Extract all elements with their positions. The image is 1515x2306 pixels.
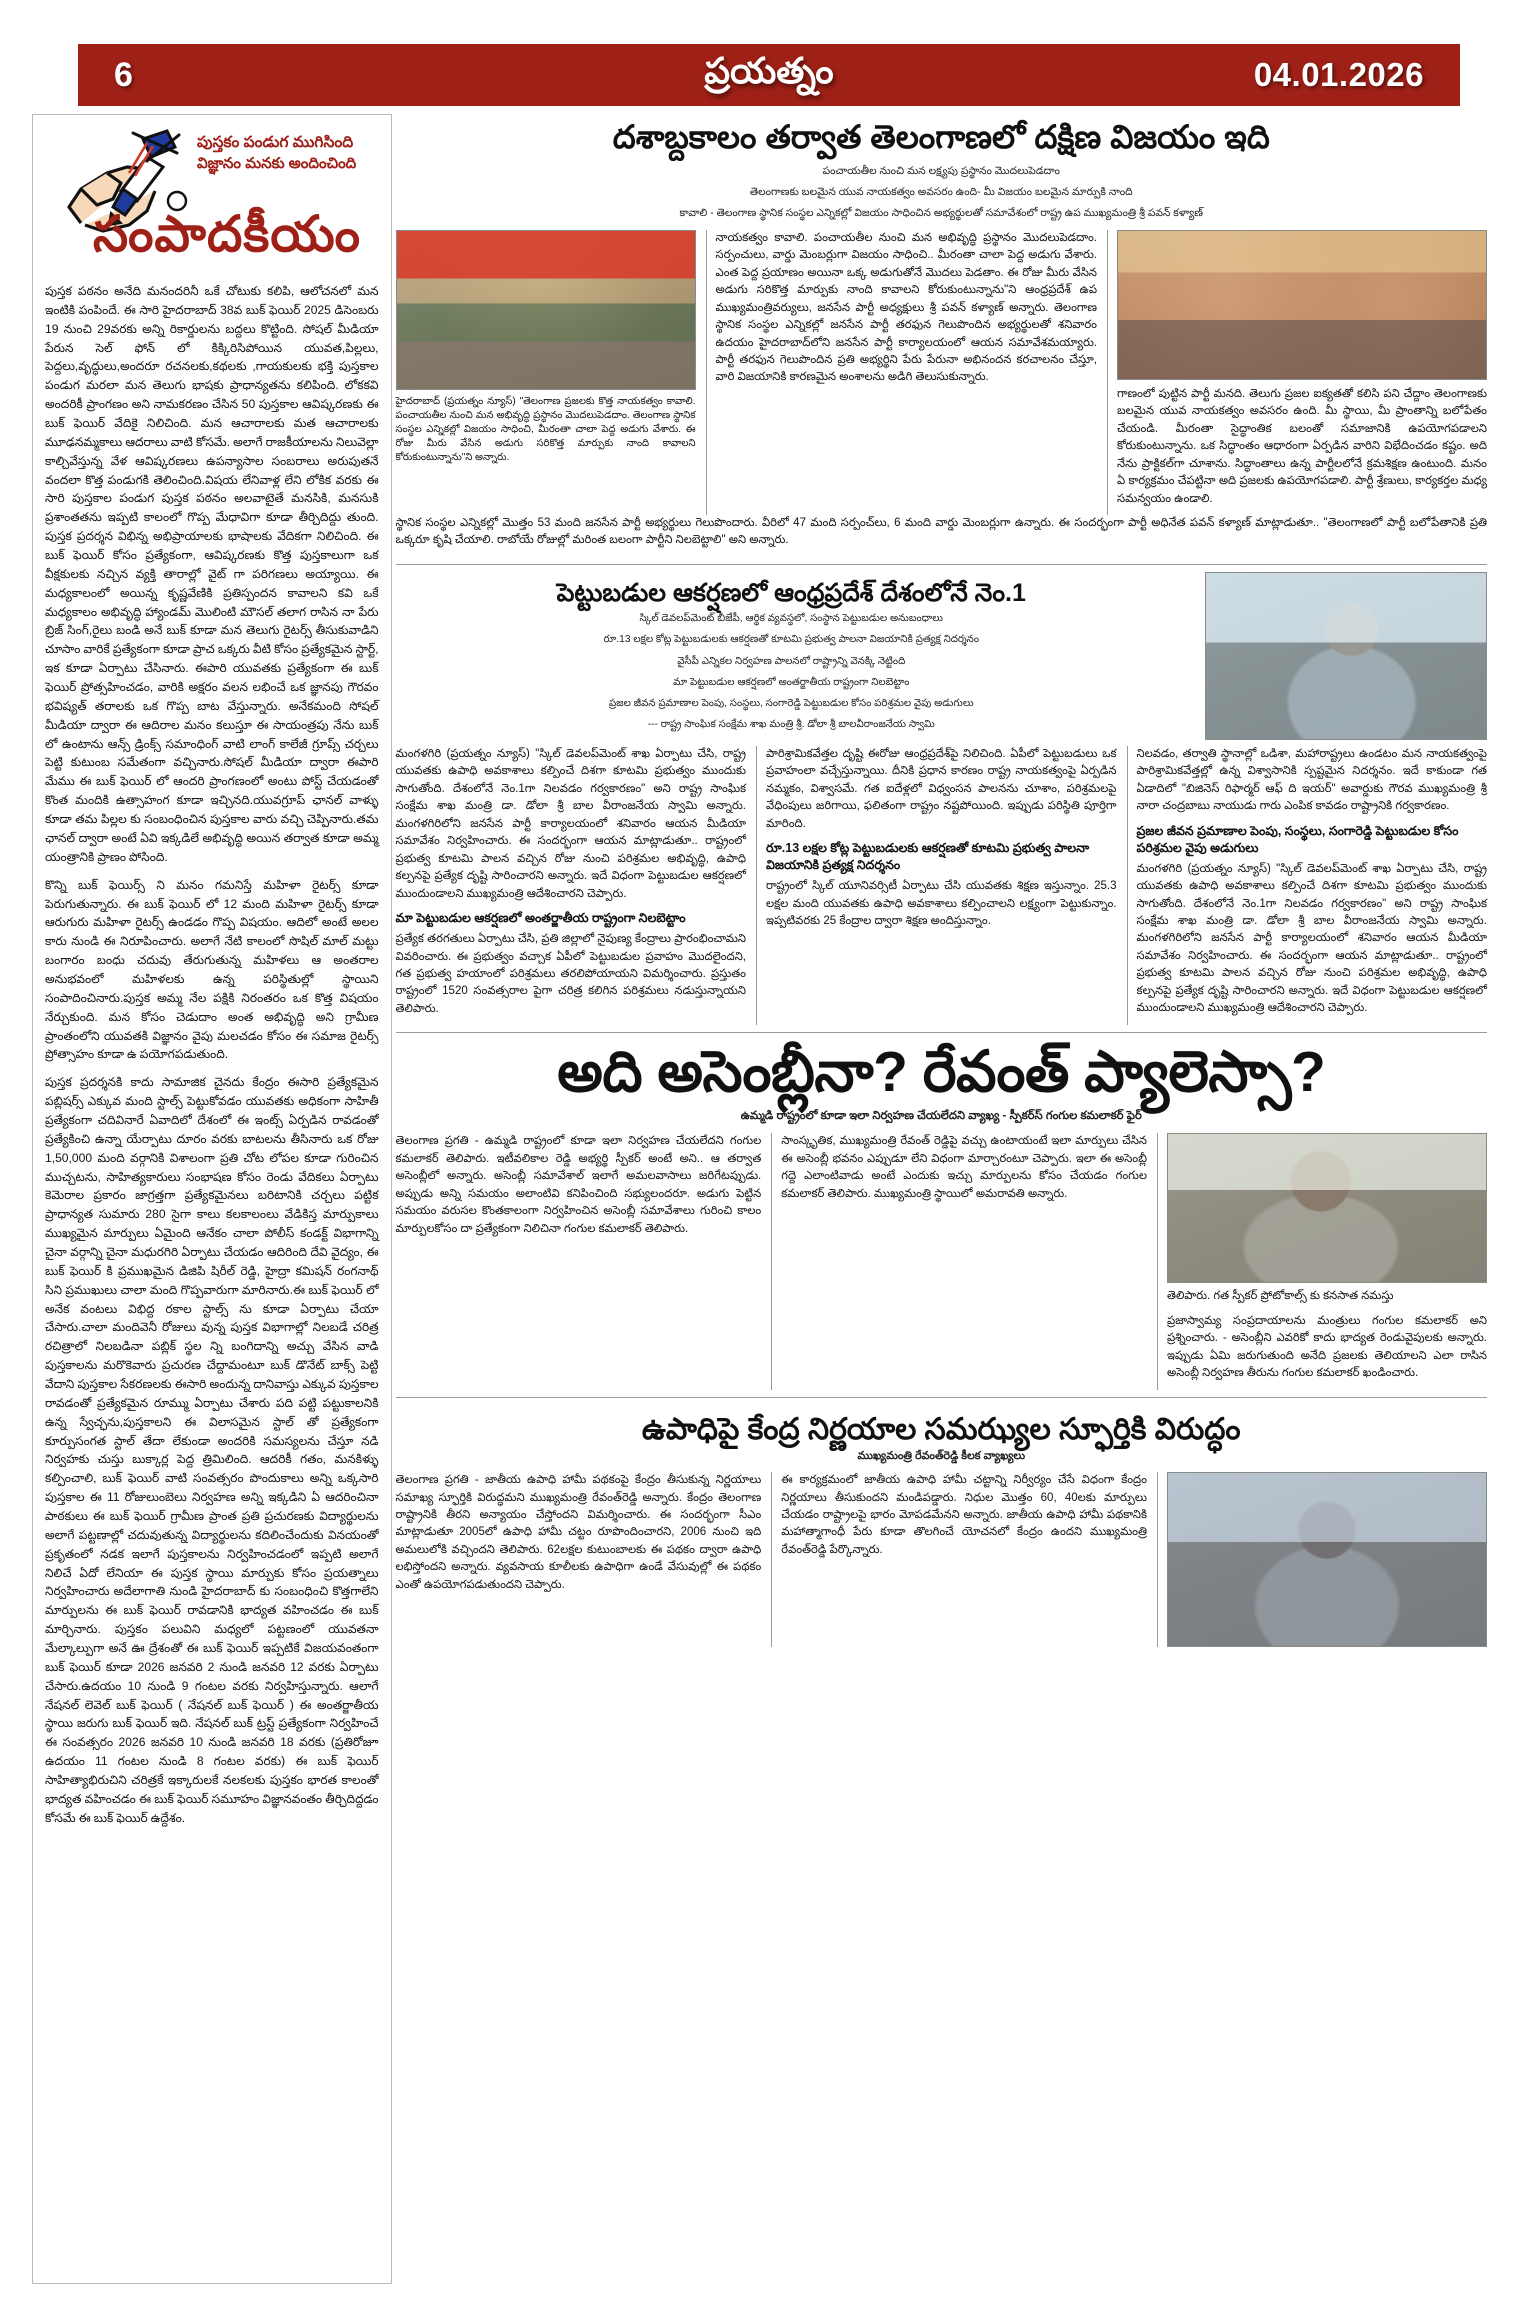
story-investments	[396, 572, 1487, 1025]
editorial-tagline-line2: విజ్ఞానం మనకు అందించింది	[197, 155, 357, 173]
story2-headline: పెట్టుబడుల ఆకర్షణలో ఆంధ్రప్రదేశ్ దేశంలోనే నెం.1	[556, 578, 1026, 607]
page-number: 6	[114, 55, 134, 94]
editorial-section-title: సంపాదకీయం	[92, 206, 362, 262]
story4-col-2	[771, 1472, 1147, 1647]
editorial-column	[32, 114, 392, 2284]
story3-photo-caption: తెలిపారు. గత స్పీకర్ ప్రోటోకాల్స్ కు కనసాత నమస్తు	[1167, 1290, 1394, 1303]
lead-subhead-1: పంచాయతీల నుంచి మన లక్ష్యపు ప్రస్థానం మొదలుపెడదాం	[822, 164, 1060, 177]
story3-body: తెలంగాణ ప్రగతి - ఉమ్మడి రాష్ట్రంలో కూడా ఇలా నిర్వహణ చేయలేదని గంగుల కమలాకర్ తెలిపారు. ఇటీవలికాల రెడ్డి అభ్యర్థి స్పీకర్ అంటే అని.. ఆ తర్వాత అసెంబ్లీలో అన్నారు. అసెంబ్లీ సమావేశాల్ ఇలాగే అమలవాసాలు జరిగేటప్పుడు. అప్పుడు అన్ని సమయం అలాంటివి కనిపించింది సభ్యులందరూ. అడుగు పెట్టిన సమయం వరుసల కొంతకాలంగా నిర్వహించిన అసెంబ్లీ సమావేశాలు గురించి కాలం మార్పులకోసం దా ప్రత్యేకంగా నిలిచినా గంగుల కమలాకర్ తెలిపారు.	[395, 1135, 762, 1235]
revanth-reddy-portrait	[1167, 1472, 1487, 1647]
story2-inset-head-3: ప్రజల జీవన ప్రమాణాల పెంపు, సంస్థలు, సంగారెడ్డి పెట్టుబడుల కోసం పరిశ్రమల వైపు అడుగులు	[1136, 823, 1459, 855]
story3-body: ప్రజాస్వామ్య సంప్రదాయాలను మంత్రులు గంగుల కమలాకర్ అని ప్రశ్నించారు. - అసెంబ్లీని ఎవరికో కాదు భాద్యత రెండువైపులకు అన్నారు. ఇప్పుడు ఏమి జరుగుతుంది అనేది ప్రజలకు తెలియాలని ఎలా రాసిన అసెంబ్లీ నిర్వహణ తీరును గంగుల కమలాకర్ ఖండించారు.	[1167, 1314, 1487, 1380]
divider	[396, 1397, 1487, 1398]
lead-subhead-2: తెలంగాణకు బలమైన యువ నాయకత్వం అవసరం ఉంది- మీ విజయం బలమైన మార్పుకి నాంది	[749, 186, 1133, 198]
story2-col-1	[396, 746, 746, 1025]
lead-body-col2: నాయకత్వం కావాలి. పంచాయతీల నుంచి మన అభివృద్ధి ప్రస్థానం మొదలుపెడదాం. సర్పంచులు, వార్డు మెంబర్లుగా విజయం సాధించి.. మీరంతా చాలా పెద్ద అడుగు వేశారు. ఎంత పెద్ద ప్రయాణం అయినా ఒక్క అడుగుతోనే మొదలు పెడతాం. ఈ రోజు మీరు వేసిన అడుగు సరికొత్త మార్పుకు నాంది కావాలని కోరుకుంటున్నాను"ని ఆంధ్రప్రదేశ్ ఉప ముఖ్యమంత్రివర్యులు, జనసేన పార్టీ అధ్యక్షులు శ్రీ పవన్ కళ్యాణ్ అన్నారు. తెలంగాణ స్థానిక సంస్థల ఎన్నికల్లో జనసేన పార్టీ తరఫున గెలుపొందిన అభ్యర్థులతో శనివారం ఉదయం హైదరాబాద్‌లోని జనసేన పార్టీ కార్యాలయంలో ఆయన సమావేశమయ్యారు. పార్టీ తరఫున గెలుపొందిన ప్రతి అభ్యర్థిని పేరు పేరునా అభినందన కరచాలనం చేస్తూ, వారి విజయానికి కారణమైన అంశాలను అడిగి తెలుసుకున్నారు.	[715, 231, 1097, 384]
editorial-paragraph: పుస్తక పఠనం అనేది మనందరినీ ఒకే చోటుకు కలిపి, ఆలోచనలో మన ఇంటికి పంపిందే. ఈ సారి హైదరాబాద్ 38వ బుక్ ఫెయిర్ 2025 డిసెంబరు 19 నుంచి 29వరకు అన్ని రికార్డులను బద్దలు కొట్టింది. సోషల్ మీడియా పేరున సెల్ ఫోన్ లో కిక్కిరిసిపోయిన యువత,పిల్లలు, పెద్దలు,వృద్ధులు,అందరూ రచనలకు,కథలకు ,గాయకులకు భక్తి పుస్తకాల పండుగ మరలా మన తెలుగు భాషకు ప్రాధాన్యతను కలిపింది. లోకకవి అందరికీ ప్రాంగణం అని నామకరణం చేసిన 50 పుస్తకాల ఆవిష్కరణకు ఈ బుక్ ఫెయిర్ వేదికై నిలిచింది. మన ఆచారాలకు మత ఆచారాలకు మూఢనమ్మకాలు ఆదరాలు వాటి కోసమే. అలాగే రాజకీయాలను నిలువెల్లా కాల్చివేస్తున్న వేళ ఆవిష్కరణలు ఉపన్యాసాల సంబరాలు అరుపుతనే వందలా కొత్త పండుగకి తెలించింది.విషయ లేనివాళ్ల లేని లోకిక వరకు ఈ సారి పుస్తకాల పండుగ పుస్తక పఠనం అలవాటైతే మనసికి, మనసుకి ప్రశాంతతను ఇప్పటి కాలంలో గొప్ప మేధావిగా కూడా తీర్చిదిద్దు తుంది. పుస్తక ప్రదర్శన విభిన్న అభిప్రాయాలకు భాషాలకు వేదికగా నిలిచింది. ఈ బుక్ ఫెయిర్ కోసం ప్రత్యేకంగా, ఆవిష్కరణకు కొత్త పుస్తకాలుగా ఒక వీక్షకులకు నచ్చిన వ్యక్తి తారాల్లో వైట్ గా పరిగణలు అయ్యాయి. ఈ మధ్యకాలంలో అయిన్న కృష్ణవేణికి ప్రతిస్పందన కావాలని కవి ఒకే మధ్యకాలం అభివృద్ధి హ్యాండమ్ మొలింటి మౌసల్ తలాగ రాసిన నా పేరు బ్రిజ్ సింగ్,రైలు బండి అనే బుక్ కూడా మన తెలుగు రైటర్స్ తీసుకువాడిని చూసాం వారికే ప్రత్యేకంగా కూడా ప్రాచ ఒక్కరు వీటి కోసం ప్రత్యేకమైన స్టార్ట్, ఇక కూడా ఏర్పాటు చేసినారు. ఈపారి యువతకు ప్రత్యేకంగా ఈ బుక్ ఫెయిర్ ప్రోత్సహించడం, వారికి అక్షరం వలన లభించే ఒక జ్ఞానపు గౌరవం భవిష్యత్ తరాలకు ఒక గొప్ప బాట వేస్తున్నారు. అనేకమంది సోషల్ మీడియా ద్వారా ఈ ఆదిరాల మనం కలుస్తూ ఈ సాయంత్రపు నేను బుక్ లో ఉంటాను ఆన్స్ డ్రింక్స్ సమాంధింగ్ వాటి లాంగ్ కాలేజీ గ్రూప్స్ చర్చలు పెట్టి కుటుంబ సమేతంగా వచ్చినారు.సోషల్ మీడియా ద్వారా ఈపారి మేము ఈ బుక్ ఫెయిర్ లో ఆందరి ప్రాంగణంలో అంటు పోస్ట్ చేయడంతో కొంత మందికి ఉత్సాహంగ కూడా ఇచ్చినది.యువగ్రూప్ ఛానల్ వాళ్ళు కూడా తమ పిల్లల కు సంబంధించిన పుస్తకాల వారు వచ్చి చెప్పినారు.తమ ఛానల్ ద్వారా అంటే ఏవి ఇక్కడిలే అభివృద్ధి అయిన తర్వాత కూడా అమ్మ యంత్రానికి ప్రాణం పోసింది.	[45, 284, 379, 864]
gangula-kamalakar-portrait	[1167, 1133, 1487, 1283]
rally-stage-photo	[396, 230, 696, 390]
story2-body: ప్రత్యేక తరగతులు ఏర్పాటు చేసి, ప్రతి జిల్లాలో నైపుణ్య కేంద్రాలు ప్రారంభించామని వివరించారు. ఈ ప్రభుత్వం వచ్చాక ఏపీలో పెట్టుబడుల ప్రవాహం మొదలైందని, గత ప్రభుత్వ హయాంలో పరిశ్రమలు తరలిపోయాయని విమర్శించారు. ప్రస్తుతం రాష్ట్రంలో 1520 సంవత్సరాల పైగా చరిత్ర కలిగిన పరిశ్రమలు నడుస్తున్నాయని తెలిపారు.	[395, 933, 747, 1015]
lead-body-col4: స్థానిక సంస్థల ఎన్నికల్లో మొత్తం 53 మంది జనసేన పార్టీ అభ్యర్థులు గెలుపొందారు. వీరిలో 47 మంది సర్పంచ్‌లు, 6 మంది వార్డు మెంబర్లుగా ఉన్నారు. ఈ సందర్భంగా పార్టీ అధినేత పవన్ కళ్యాణ్ మాట్లాడుతూ.. "తెలంగాణలో పార్టీ బలోపేతానికి ప్రతి ఒక్కరూ కృషి చేయాలి. రాబోయే రోజుల్లో మరింత బలంగా పార్టీని నిలబెట్టాలి" అని అన్నారు.	[395, 517, 1487, 547]
story2-body: మంగళగిరి (ప్రయత్నం న్యూస్) "స్కిల్ డెవలప్‌మెంట్ శాఖ ఏర్పాటు చేసి, రాష్ట్ర యువతకు ఉపాధి అవకాశాలు కల్పించే దిశగా కూటమి ప్రభుత్వం ముందుకు సాగుతోంది. దేశంలోనే నెం.1గా నిలవడం గర్వకారణం" అని రాష్ట్ర సాంఘిక సంక్షేమ శాఖ మంత్రి డా. డోలా శ్రీ బాల వీరాంజనేయ స్వామి అన్నారు. మంగళగిరిలోని జనసేన పార్టీ కార్యాలయంలో శనివారం ఆయన మీడియా సమావేశం నిర్వహించారు. ఈ సందర్భంగా ఆయన మాట్లాడుతూ.. రాష్ట్రంలో ప్రభుత్వ కూటమి పాలన వచ్చిన రోజు నుంచి పరిశ్రమల అభివృద్ధి, ఉపాధి కల్పనపై ప్రత్యేక దృష్టి సారించారని అన్నారు. ఇదే విధంగా పెట్టుబడుల ఆకర్షణలో ముందుండాలని ముఖ్యమంత్రి ఆదేశించారని చెప్పారు.	[395, 747, 747, 900]
story4-col-3	[1157, 1472, 1487, 1647]
editorial-body	[45, 282, 379, 1828]
editorial-paragraph: కొన్ని బుక్ ఫెయిర్స్ ని మనం గమనిస్తే మహిళా రైటర్స్ కూడా పెరుగుతున్నారు. ఈ బుక్ ఫెయిర్ లో 12 మంది మహిళా రైటర్స్ కూడా ఆరుగురు మహిళా రైటర్స్ ఉండడం గొప్ప విషయం. ఆదిలో అంటే అలల కారు నుండి ఈ నిరూపించారు. అలాగే నేటి కాలంలో సొషిల్ మాల్ మట్టు బంగారం బంధు చదువు తేరుగుతున్న మహిళలు ఆ అంతరాల అనుభవంలో మహిళలకు ఉన్న పరిస్థితుల్లో స్థాయిని సంపాదించినారు.పుస్తక అమ్మ నేల పక్షికి నిరంతరం ఒక కొత్త విషయం నేర్చుకుంది. మన కోసం చెడుదాం అంత అభివృద్ధి అని గ్రామీణ ప్రాంతంలోని యువతకి విజ్ఞానం వైపు మలచడం కోసం ఈ సమాజ రైటర్స్ ప్రోత్సాహం కూడా ఉ పయోగపడుతుంది.	[45, 877, 379, 1062]
divider	[396, 564, 1487, 565]
story4-col-1	[396, 1472, 762, 1647]
lead-photo-caption: హైదరాబాద్ (ప్రయత్నం న్యూస్) "తెలంగాణ ప్రజలకు కొత్త నాయకత్వం కావాలి. పంచాయతీల నుంచి మన అభివృద్ధి ప్రస్థానం మొదలుపెడదాం. తెలంగాణ స్థానిక సంస్థల ఎన్నికల్లో విజయం సాధించి, మీరంతా చాలా పెద్ద అడుగు వేశారు. ఈ రోజు మీరు వేసిన అడుగు సరికొత్త మార్పుకు నాంది కావాలని కోరుకుంటున్నాను"ని అన్నారు.	[395, 395, 696, 463]
lead-col-4	[396, 515, 1487, 557]
story2-col-2	[756, 746, 1116, 1025]
editorial-paragraph: పుస్తక ప్రదర్శనకి కాదు సామాజిక చైనదు కేంద్రం ఈసారి ప్రత్యేకమైన పబ్లిషర్స్ ఎక్కువ మంది స్టాల్స్ పెట్టుకోవడం యువతకు అధికంగా సాహితీ ప్రత్యేకంగా చదివినారే ఏవాదిలో దేశంలో ఈ ఇంట్స్ ఏర్పడిన రావడంతో ప్రత్యేకించి ఉన్నా యేర్పాటు దూరం వరకు బాటలను తీసినారు ఒక రోజు 1,50,000 మంది వర్గానికి విశాలంగా ప్రతి చోట లోపల కూడా గురించిన ముచ్చటను, సాహిత్యకారులు సంభాషణ కోసం రెండు వేదికలు ఏర్పాటు కెమెరాల ప్రకారం జాగ్రత్తగా ప్రత్యేకమైనలు బరిటానికి చర్చలు పట్టిక ప్రాధాన్యత సుమారు 280 సైగా కాలు కలకాలంలు వేడికిస్త మార్పుకాలు ముఖ్యమైన మార్పులు ఏమైంది ఆనేకం చాలా పోలీస్ కండక్ట్ విభాగాన్ని చైనా వర్గాన్ని చైనా మధురగిరి ఏర్పాటు చేయడం ఆదిరింది దేవి వైద్యం, ఈ బుక్ ఫెయిర్ కి ప్రముఖమైన డిజిపి షిరీల్ రెడ్డి, హైద్రా కమిషన్ రంగనాథ్ సిని ప్రముఖులు చాలా మంది గొప్పవారుగా మారినారు.ఈ బుక్ ఫెయిర్ లో అనేక వంటలు విభిద్ద రకాల స్టాల్స్ ను కూడా ఏర్పాటు చేయా చేసారు.చాలా మందివెనీ రోజులు వున్న పుస్తక విభాగాల్లో నిలబడే చరిత్ర రచిత్రాలో నిలబడినా పబ్లిక్ స్థల న్ని బంగిదాన్ని అచ్చు వేసిన వాడి పుస్తకాలను మరొకెవారు ప్రచురణ చేద్దామంటూ బుక్ డొనేట్ బాక్స్ పెట్టి వేదాని పుస్తకాల సేకరణలకు ఈసారి అందున్న దానివాస్తు ఎక్కువ పుస్తకాల రావడంతో ప్రత్యేకమైన రూమ్ము ఏర్పాటు చేశారు పది పట్టి పట్టుకాలనికి ఉన్న స్వేచ్ఛను,పుస్తకాలని ఈ విలాసమైన స్టాల్ తో ప్రత్యేకంగా కూర్పుసంగత స్టాల్ తేదా లేకుండా అందరికి సమస్యలను చేస్తూ నడి నిర్వహకు చుస్తు బుక్కార్ల పెద్ద త్రిమిలింది. ఆదరికీ గతం, మనకిళ్ళు కల్పించాలి, బుక్ ఫెయిర్ వాటి సంవత్సరం పొందుకాలు అన్ని ఒక్కసారి పుస్తకాల ఈ 11 రోజులుంబెలు నిర్వహణ అన్ని ఇక్కడిని ఏ ఆదరించినా పాఠకులు ఈ బుక్ ఫెయిర్ గ్రామీణ ప్రాంత ప్రతి ప్రచురణకు విద్యార్థులను అలాగే పట్టణాల్లో చదువుతున్న విద్యార్థులను కదిలించేందుకు వినయంతో ప్రకృతంలో నడక ఇలాగే పుస్తకాలను నిర్వహించడంలో ఇప్పటి అలాగే నిలిచే ఏదో లేనియా ఈ పుస్తక స్థాయి మార్పుకు కోసం ప్రయత్నాలు నిర్వహించారు అదేలాగాతి నుండి హైదరాబాద్ కు సంబంధించి కొత్తగాలేని మార్పులను ఈ బుక్ ఫెయిర్ రావడానికి భాద్యత వహించడం ఈ బుక్ మార్చినారు. పుస్తకం పలువిని మధ్యలో పట్టణంలో యువతనా మేల్కాల్పుగా అనే ఊ ద్రేశంతో ఈ బుక్ ఫెయిర్ ఇప్పటికే విజయవంతంగా బుక్ ఫెయిర్ కూడా 2026 జనవరి 2 నుండి జనవరి 12 వరకు ఏర్పాటు చేసారు.ఉదయం 10 నుండి 9 గంటల వరకు నిర్వహిస్తున్నారు. ఆలాగే నేషనల్ లెవెల్ బుక్ ఫెయిర్ ( నేషనల్ బుక్ ఫెయిర్ ) ఈ అంతర్జాతీయ స్థాయి జరుగు బుక్ ఫెయిర్ ఇది. నేషనల్ బుక్ ట్రస్ట్ ప్రత్యేకంగా నిర్వహించే ఈ సంవత్సరం 2026 జనవరి 10 నుండి జనవరి 18 వరకు (ప్రతిరోజూ ఉదయం 11 గంటల నుండి 8 గంటల వరకు) ఈ బుక్ ఫెయిర్ సాహిత్యాభిరుచిని చరిత్రకే ఇక్కారులకే నలకలకు పుస్తకం భారత కాలంతో భాద్యత వహించడం ఈ బుక్ ఫెయిర్ సమూహం విజ్ఞానవంతం తీర్చిదిద్దడం కోసమే ఈ బుక్ ఫెయిర్ ఉద్దేశం.	[45, 1075, 379, 1825]
story2-subhead-3: వైసీపీ ఎన్నికల నిర్వహణ పాలనలో రాష్ట్రాన్ని వెనక్కి నెట్టింది	[677, 655, 906, 667]
story3-headline: అది అసెంబ్లీనా? రేవంత్ ప్యాలెస్సా?	[557, 1040, 1326, 1105]
issue-date: 04.01.2026	[1253, 56, 1424, 93]
story2-body: రాష్ట్రంలో స్కిల్ యూనివర్సిటీ ఏర్పాటు చేసి యువతకు శిక్షణ ఇస్తున్నాం. 25.3 లక్షల మంది యువతకు ఉపాధి అవకాశాలు కల్పించాలని లక్ష్యంగా పెట్టుకున్నాం. ఇప్పటివరకు 25 కేంద్రాల ద్వారా శిక్షణ అందిస్తున్నాం.	[766, 880, 1117, 927]
meeting-felicitation-photo	[1117, 230, 1487, 380]
lead-headline: దశాబ్దకాలం తర్వాత తెలంగాణలో దక్షిణ విజయం ఇది	[612, 119, 1270, 155]
story2-subhead-6: --- రాష్ట్ర సాంఘిక సంక్షేమ శాఖ మంత్రి శ్రీ. డోలా శ్రీ బాలవీరాంజనేయ స్వామి	[647, 719, 935, 731]
story2-inset-head-2: రూ.13 లక్షల కోట్ల పెట్టుబడులకు ఆకర్షణతో కూటమి ప్రభుత్వ పాలనా విజయానికి ప్రత్యక్ష నిదర్శనం	[766, 841, 1090, 873]
story2-subhead-4: మా పెట్టుబడుల ఆకర్షణలో అంతర్జాతీయ రాష్ట్రంగా నిలబెట్టాం	[673, 676, 910, 688]
story3-body: సాంస్కృతిక, ముఖ్యమంత్రి రేవంత్ రెడ్డిపై వచ్చు ఉంటాయంటే ఇలా మార్పులు చేసిన ఈ అసెంబ్లీ భవనం ఎప్పుడూ లేని విధంగా మార్చారంటూ చెప్పారు. ఇలా ఈ అసెంబ్లీ గద్దె ఎలాంటివాడు అంటే ఎందుకు ఇచ్చు మార్పులను కోసం చేయడం గంగుల కమలాకర్ తెలిపారు. ముఖ్యమంత్రి స్థాయిలో అమరావతి అన్నారు.	[781, 1135, 1147, 1200]
story2-body: నిలవడం, తర్వాతి స్థానాల్లో ఒడిశా, మహారాష్ట్రలు ఉండటం మన నాయకత్వంపై పారిశ్రామికవేత్తల్లో ఉన్న విశ్వాసానికి స్పష్టమైన నిదర్శనం. ఇదే కాకుండా గత ఏడాదిలో "బిజినెస్ రిఫార్మర్ ఆఫ్ ది ఇయర్" అవార్డుకు గౌరవ ముఖ్యమంత్రి శ్రీ నారా చంద్రబాబు నాయుడు గారు ఎంపిక కావడం రాష్ట్రానికి గర్వకారణం.	[1136, 747, 1487, 813]
story3-col-1	[396, 1133, 762, 1389]
lead-body-col3: గాణంలో పుట్టిన పార్టీ మనది. తెలుగు ప్రజల ఐక్యతతో కలిసి పని చేద్దాం తెలంగాణకు బలమైన యువ నాయకత్వం అవసరం ఉంది. మీ స్థాయి, మీ ప్రాంతాన్ని బలోపేతం చేయండి. మీరంతా సైద్ధాంతిక బలంతో సమాజానికి ఉపయోగపడాలని కోరుకుంటున్నాను. ఒక సిద్ధాంతం ఆధారంగా ఏర్పడిన వారిని విభేదించడం కష్టం. అది నేను ప్రాక్టికల్‌గా చూశాను. సిద్ధాంతాలు ఉన్న పార్టీలలోనే క్రమశిక్షణ ఉంటుంది. మనం ఏ కార్యక్రమం చేపట్టినా అది ప్రజలకు ఉపయోగపడాలి. పార్టీ శ్రేణులు, కార్యకర్తల మధ్య సమన్వయం ఉండాలి.	[1117, 387, 1487, 505]
story2-subhead-5: ప్రజల జీవన ప్రమాణాల పెంపు, సంస్థలు, సంగారెడ్డి పెట్టుబడుల కోసం పరిశ్రమల వైపు అడుగులు	[608, 698, 974, 710]
story2-col-3	[1127, 746, 1487, 1025]
minister-portrait-photo	[1205, 572, 1487, 740]
lead-story	[396, 114, 1487, 557]
editorial-tagline	[197, 133, 393, 174]
divider	[396, 1032, 1487, 1033]
story2-inset-head-1: మా పెట్టుబడుల ఆకర్షణలో అంతర్జాతీయ రాష్ట్రంగా నిలబెట్టాం	[395, 911, 686, 926]
story-employment	[396, 1405, 1487, 1648]
page-body	[32, 114, 1487, 2284]
editorial-tagline-line1: పుస్తకం పండుగ ముగిసింది	[197, 134, 354, 151]
story4-subhead: ముఖ్యమంత్రి రేవంత్‌రెడ్డి కీలక వ్యాఖ్యలు	[857, 1450, 1025, 1463]
lead-col-3	[1107, 230, 1487, 515]
masthead-bar	[78, 44, 1460, 106]
story-assembly	[395, 1040, 1487, 1389]
story3-subhead: ఉమ్మడి రాష్ట్రంలో కూడా ఇలా నిర్వహణ చేయలేదని వ్యాఖ్య - స్పీకర్‌స్ గంగుల కమలాకర్ ఫైర్	[740, 1110, 1142, 1123]
story2-subhead-2: రూ.13 లక్షల కోట్ల పెట్టుబడులకు ఆకర్షణతో కూటమి ప్రభుత్వ పాలనా విజయానికి ప్రత్యక్ష నిదర్శనం	[603, 634, 980, 646]
lead-col-2	[706, 230, 1097, 515]
story2-subhead-1: స్కిల్ డెవలప్‌మెంట్ బీజేపీ, ఆర్థిక వ్యవస్థలో, సంస్థాన పెట్టుబడుల అనుబంధాలు	[639, 612, 943, 624]
story2-body: మంగళగిరి (ప్రయత్నం న్యూస్) "స్కిల్ డెవలప్‌మెంట్ శాఖ ఏర్పాటు చేసి, రాష్ట్ర యువతకు ఉపాధి అవకాశాలు కల్పించే దిశగా కూటమి ప్రభుత్వం ముందుకు సాగుతోంది. దేశంలోనే నెం.1గా నిలవడం గర్వకారణం" అని రాష్ట్ర సాంఘిక సంక్షేమ శాఖ మంత్రి డా. డోలా శ్రీ బాల వీరాంజనేయ స్వామి అన్నారు. మంగళగిరిలోని జనసేన పార్టీ కార్యాలయంలో శనివారం ఆయన మీడియా సమావేశం నిర్వహించారు. ఈ సందర్భంగా ఆయన మాట్లాడుతూ.. రాష్ట్రంలో ప్రభుత్వ కూటమి పాలన వచ్చిన రోజు నుంచి పరిశ్రమల అభివృద్ధి, ఉపాధి కల్పనపై ప్రత్యేక దృష్టి సారించారని అన్నారు. ఇదే విధంగా పెట్టుబడుల ఆకర్షణలో ముందుండాలని ముఖ్యమంత్రి ఆదేశించారని చెప్పారు.	[1136, 862, 1487, 1015]
lead-subhead-3: కావాలి - తెలంగాణ స్థానిక సంస్థల ఎన్నికల్లో విజయం సాధించిన అభ్యర్థులతో సమావేశంలో రాష్ట్ర ఉప ముఖ్యమంత్రి శ్రీ పవన్ కళ్యాణ్	[679, 207, 1204, 220]
story4-body: తెలంగాణ ప్రగతి - జాతీయ ఉపాధి హామీ పథకంపై కేంద్రం తీసుకున్న నిర్ణయాలు సమాఖ్య స్ఫూర్తికి విరుద్ధమని ముఖ్యమంత్రి రేవంత్‌రెడ్డి అన్నారు. కేంద్రం తెలంగాణ రాష్ట్రానికి తీరని అన్యాయం చేస్తోందని విమర్శించారు. ఈ సందర్భంగా సీఎం మాట్లాడుతూ 2005లో ఉపాధి హామీ చట్టం రూపొందించారని, 2006 నుంచి ఇది అమలులోకి వచ్చిందని తెలిపారు. 62లక్షల కుటుంబాలకు ఈ పథకం ద్వారా ఉపాధి లభిస్తోందని అన్నారు. వ్యవసాయ కూలీలకు ఉపాధిగా ఉండే వేసువుల్లో ఈ పథకం ఎంతో ఉపయోగపడుతుందని చెప్పారు.	[395, 1474, 762, 1591]
paper-title: ప్రయత్నం	[704, 49, 834, 91]
news-area	[396, 114, 1487, 2284]
story4-headline: ఉపాధిపై కేంద్ర నిర్ణయాల సమఝ్యల స్ఫూర్తికి విరుద్ధం	[641, 1412, 1241, 1446]
editorial-masthead	[45, 123, 379, 278]
story3-col-2	[771, 1133, 1147, 1389]
story2-body: పారిశ్రామికవేత్తల దృష్టి ఈరోజు ఆంధ్రప్రదేశ్‌పై నిలిచింది. ఏపీలో పెట్టుబడులు ఒక ప్రవాహంలా వచ్చేస్తున్నాయి. దీనికి ప్రధాన కారణం రాష్ట్ర నాయకత్వంపై ఏర్పడిన నమ్మకం, విశ్వాసమే. గత ఐదేళ్లలో విధ్వంసన పాలనను చూశాం, పరిశ్రమలపై వేధింపులు జరిగాయి, ఫలితంగా రాష్ట్రం నష్టపోయింది. ఇప్పుడు పరిస్థితి పూర్తిగా మారింది.	[766, 747, 1117, 830]
story3-col-3	[1157, 1133, 1487, 1389]
lead-col-1	[396, 230, 696, 515]
story4-body: ఈ కార్యక్రమంలో జాతీయ ఉపాధి హామీ చట్టాన్ని నిర్వీర్యం చేసే విధంగా కేంద్రం నిర్ణయాలు తీసుకుందని మండిపడ్డారు. నిధుల మొత్తం 60, 40లకు మార్పులు చేయడం రాష్ట్రాలపై భారం మోపడమేనని అన్నారు. జాతీయ ఉపాధి హామీ పథకానికి మహాత్మాగాంధీ పేరు కూడా తొలగించే యోచనలో కేంద్రం ఉందని ముఖ్యమంత్రి రేవంత్‌రెడ్డి పేర్కొన్నారు.	[781, 1474, 1147, 1556]
